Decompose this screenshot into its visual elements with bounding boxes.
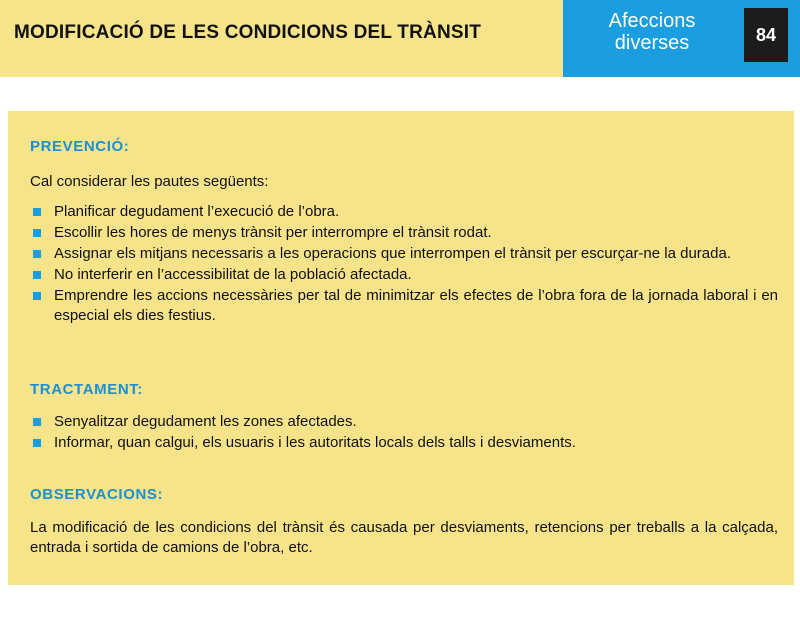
list-item-text: No interferir en l’accessibilitat de la població afectada. [54, 266, 412, 283]
prevencio-intro: Cal considerar les pautes següents: [30, 173, 269, 190]
tractament-list [30, 412, 778, 454]
list-item [30, 202, 778, 222]
list-item [30, 265, 778, 285]
list-item-text: Emprendre les accions necessàries per tal de minimitzar els efectes de l’obra fora de la jornada laboral i en especial els dies festius. [54, 287, 778, 324]
list-item [30, 223, 778, 243]
list-item-text: Planificar degudament l’execució de l’obra. [54, 203, 340, 220]
list-item-text: Assignar els mitjans necessaris a les operacions que interrompen el trànsit per escurçar-ne la durada. [54, 245, 731, 262]
section-title-observacions: OBSERVACIONS: [30, 486, 164, 503]
square-bullet-icon [33, 439, 41, 447]
square-bullet-icon [33, 271, 41, 279]
observacions-text: La modificació de les condicions del trànsit és causada per desviaments, retencions per treballs a la calçada, entrada i sortida de camions de l’obra, etc. [30, 519, 778, 556]
section-title-tractament: TRACTAMENT: [30, 381, 143, 398]
list-item [30, 412, 778, 432]
square-bullet-icon [33, 292, 41, 300]
page-title: MODIFICACIÓ DE LES CONDICIONS DEL TRÀNSIT [14, 22, 482, 43]
category-line-2: diverses [614, 32, 690, 54]
category-line-1: Afeccions [608, 10, 696, 32]
square-bullet-icon [33, 208, 41, 216]
square-bullet-icon [33, 229, 41, 237]
header-bar [0, 0, 800, 77]
list-item [30, 286, 778, 326]
list-item-text: Senyalitzar degudament les zones afectades. [54, 413, 357, 430]
prevencio-list [30, 202, 778, 327]
square-bullet-icon [33, 418, 41, 426]
category-label [572, 10, 732, 54]
list-item-text: Escollir les hores de menys trànsit per interrompre el trànsit rodat. [54, 224, 492, 241]
page-number-badge: 84 [744, 8, 788, 62]
list-item-text: Informar, quan calgui, els usuaris i les autoritats locals dels talls i desviaments. [54, 434, 576, 451]
section-title-prevencio: PREVENCIÓ: [30, 138, 130, 155]
list-item [30, 433, 778, 453]
square-bullet-icon [33, 250, 41, 258]
content-panel [8, 111, 794, 585]
list-item [30, 244, 778, 264]
